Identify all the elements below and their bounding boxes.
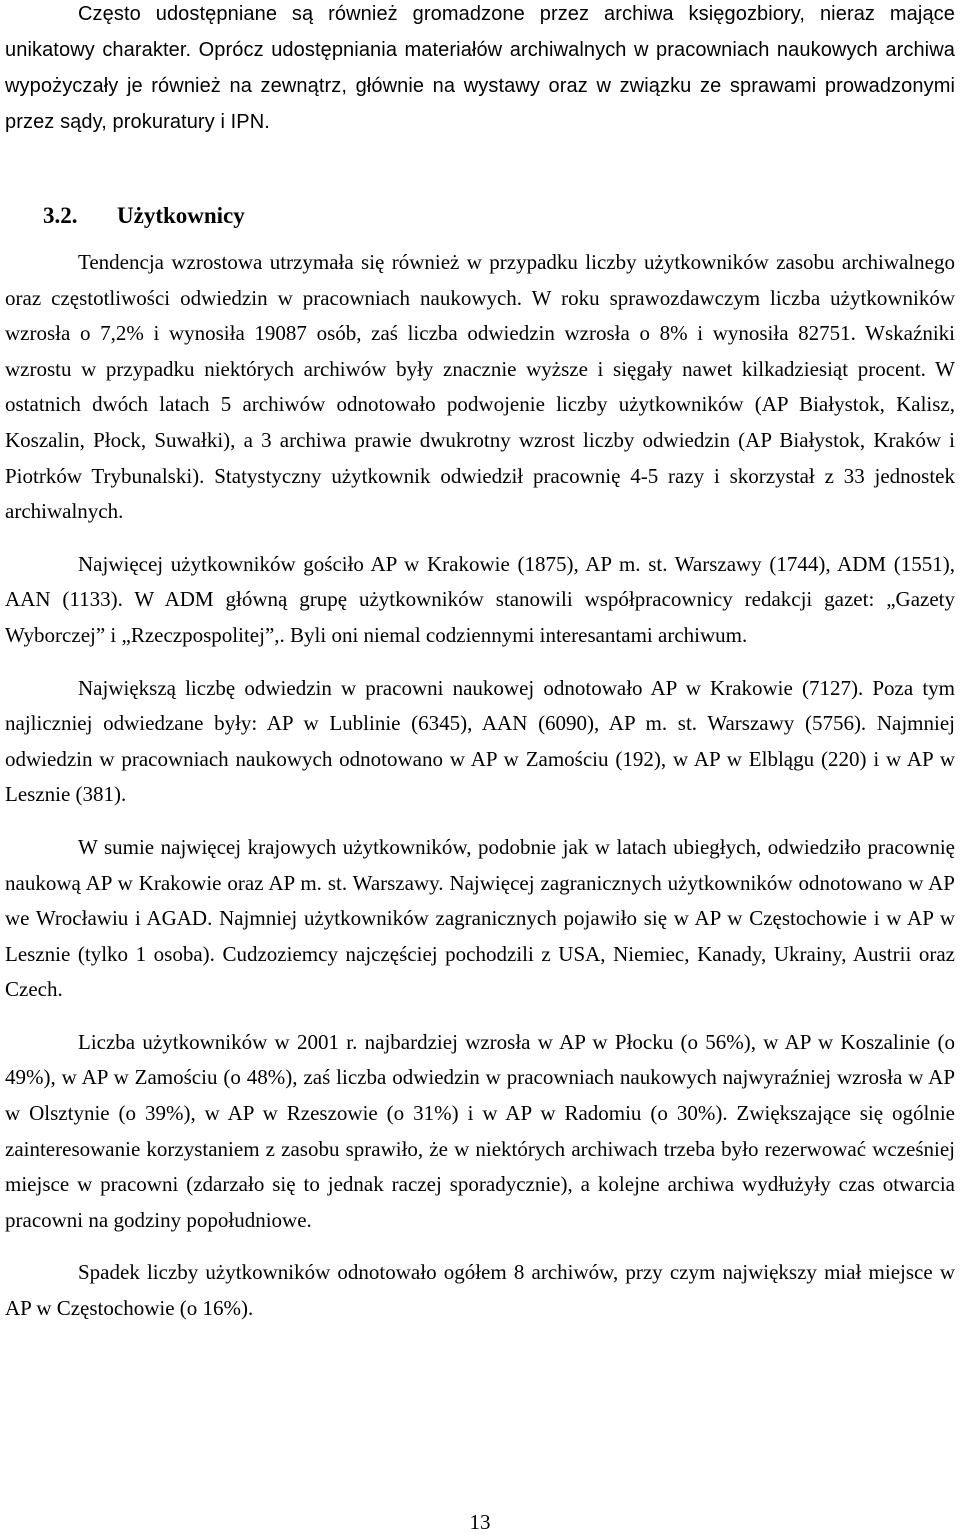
document-page xyxy=(5,0,955,1327)
section-heading xyxy=(43,198,955,234)
paragraph-decline: Spadek liczby użytkowników odnotowało ogółem 8 archiwów, przy czym największy miał miejsce w AP w Częstochowie (o 16%). xyxy=(5,1260,955,1321)
intro-paragraph: Często udostępniane są również gromadzone przez archiwa księgozbiory, nieraz mające unikatowy charakter. Oprócz udostępniania materiałów archiwalnych w pracowniach naukowych archiwa wypożyczały je również na zewnątrz, głównie na wystawy oraz w związku ze sprawami prowadzonymi przez sądy, prokuratury i IPN. xyxy=(5,3,955,133)
paragraph-growth-2001: Liczba użytkowników w 2001 r. najbardziej wzrosła w AP w Płocku (o 56%), w AP w Koszalinie (o 49%), w AP w Zamościu (o 48%), zaś liczba odwiedzin w pracowniach naukowych najwyraźniej wzrosła w AP w Olsztynie (o 39%), w AP w Rzeszowie (o 31%) i w AP w Radomiu (o 30%). Zwiększające się ogólnie zainteresowanie korzystaniem z zasobu sprawiło, że w niektórych archiwach trzeba było rezerwować wcześniej miejsce w pracowni (zdarzało się to jednak raczej sporadycznie), a kolejne archiwa wydłużyły czas otwarcia pracowni na godziny popołudniowe. xyxy=(5,1029,955,1232)
section-number: 3.2. xyxy=(43,203,78,228)
paragraph-users-trend: Tendencja wzrostowa utrzymała się również w przypadku liczby użytkowników zasobu archiwalnego oraz częstotliwości odwiedzin w pracowniach naukowych. W roku sprawozdawczym liczba użytkowników wzrosła o 7,2% i wynosiła 19087 osób, zaś liczba odwiedzin wzrosła o 8% i wynosiła 82751. Wskaźniki wzrostu w przypadku niektórych archiwów były znacznie wyższe i sięgały nawet kilkadziesiąt procent. W ostatnich dwóch latach 5 archiwów odnotowało podwojenie liczby użytkowników (AP Białystok, Kalisz, Koszalin, Płock, Suwałki), a 3 archiwa prawie dwukrotny wzrost liczby odwiedzin (AP Białystok, Kraków i Piotrków Trybunalski). Statystyczny użytkownik odwiedził pracownię 4-5 razy i skorzystał z 33 jednostek archiwalnych. xyxy=(5,250,955,524)
paragraph-domestic-foreign: W sumie najwięcej krajowych użytkowników, podobnie jak w latach ubiegłych, odwiedziło pracownię naukową AP w Krakowie oraz AP m. st. Warszawy. Najwięcej zagranicznych użytkowników odnotowano w AP we Wrocławiu i AGAD. Najmniej użytkowników zagranicznych pojawiło się w AP w Częstochowie i w AP w Lesznie (tylko 1 osoba). Cudzoziemcy najczęściej pochodzili z USA, Niemiec, Kanady, Ukrainy, Austrii oraz Czech. xyxy=(5,834,955,1002)
paragraph-most-users: Najwięcej użytkowników gościło AP w Krakowie (1875), AP m. st. Warszawy (1744), ADM (1551), AAN (1133). W ADM główną grupę użytkowników stanowili współpracownicy redakcji gazet: „Gazety Wyborczej” i „Rzeczpospolitej”,. Byli oni niemal codziennymi interesantami archiwum. xyxy=(5,551,955,647)
paragraph-most-visits: Największą liczbę odwiedzin w pracowni naukowej odnotowało AP w Krakowie (7127). Poza tym najliczniej odwiedzane były: AP w Lublinie (6345), AAN (6090), AP m. st. Warszawy (5756). Najmniej odwiedzin w pracowniach naukowych odnotowano w AP w Zamościu (192), w AP w Elblągu (220) i w AP w Lesznie (381). xyxy=(5,675,955,807)
section-title: Użytkownicy xyxy=(117,203,245,228)
page-number: 13 xyxy=(469,1510,491,1534)
